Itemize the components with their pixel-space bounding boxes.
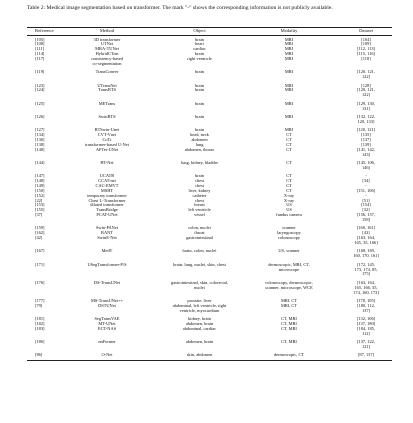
- object-cell: abdominal, cardiac: [182, 325, 217, 331]
- ref-cell: [123]: [35, 82, 45, 88]
- object-cell: brain: [194, 36, 205, 42]
- modality-cell: colonoscopy: [277, 235, 301, 241]
- method-cell: TransConver: [95, 69, 119, 75]
- modality-cell: colonoscopy, dermoscopic, scanner, microscope, WCE: [265, 279, 313, 290]
- dataset-cell: [139]: [361, 141, 371, 147]
- object-cell: head, neck: [190, 131, 209, 137]
- ref-cell: [186]: [35, 338, 45, 344]
- object-cell: breast: [194, 202, 205, 208]
- method-cell: CoTr: [102, 136, 112, 142]
- ref-cell: [37]: [35, 212, 43, 218]
- object-cell: chest: [194, 182, 205, 188]
- dataset-cell: [128]: [361, 82, 371, 88]
- method-cell: Chest L-Transformer: [88, 197, 126, 203]
- ref-cell: [134]: [35, 131, 45, 137]
- dataset-cell: [160, 161]: [356, 225, 376, 231]
- method-cell: PCAT-UNet: [96, 212, 118, 218]
- dataset-cell: [180, 112, 137]: [357, 302, 375, 313]
- ref-cell: [150]: [35, 187, 45, 193]
- dataset-cell: -: [365, 173, 367, 178]
- ref-cell: [177]: [35, 297, 45, 303]
- method-cell: TransBridge: [96, 207, 118, 213]
- modality-cell: CT: [286, 177, 292, 183]
- modality-cell: MRI: [284, 82, 294, 88]
- dataset-cell: [109]: [361, 41, 371, 47]
- modality-cell: CT, MRI: [281, 325, 297, 331]
- ref-cell: [108]: [35, 41, 45, 47]
- ref-cell: [79]: [35, 302, 43, 308]
- ref-cell: [152]: [35, 192, 45, 198]
- ref-cell: [159]: [35, 225, 45, 231]
- dataset-cell: [132, 106]: [356, 315, 376, 321]
- method-cell: TransBTS: [98, 87, 116, 93]
- dataset-cell: [115, 116]: [357, 51, 375, 57]
- modality-cell: CT: [286, 182, 292, 188]
- method-cell: nnFormer: [98, 338, 116, 344]
- dataset-cell: [172, 145, 173, 174, 85, 175]: [354, 261, 378, 277]
- dataset-cell: [137, 122, 121]: [357, 338, 375, 349]
- modality-cell: CT: [286, 141, 292, 147]
- object-cell: left ventricle: [188, 207, 211, 213]
- ref-cell: [149]: [35, 182, 45, 188]
- object-cell: prostate, liver: [187, 297, 212, 303]
- object-cell: abdomen, brain: [185, 320, 214, 326]
- ref-cell: [105]: [35, 36, 45, 42]
- modality-cell: fundus camera: [276, 212, 302, 218]
- method-cell: AFTer-UNet: [95, 146, 119, 152]
- ref-cell: [144]: [35, 159, 45, 165]
- method-cell: ECT-NAS: [97, 325, 117, 331]
- object-cell: brain: [194, 127, 205, 132]
- object-cell: abdomen: [191, 136, 208, 142]
- object-cell: brain: [194, 113, 205, 119]
- method-cell: BTSwin-Unet: [94, 127, 120, 132]
- object-cell: brain: [194, 173, 205, 178]
- dataset-cell: [87, 137]: [357, 352, 375, 358]
- header-modality: Modality: [280, 27, 298, 33]
- dataset-cell: -: [365, 182, 367, 188]
- method-cell: HybridCTrm: [95, 51, 119, 57]
- method-cell: O-Net: [101, 352, 113, 358]
- object-cell: abdomen, brain: [185, 338, 214, 344]
- object-cell: kidney, brain: [188, 315, 211, 321]
- object-cell: chest: [194, 197, 205, 203]
- dataset-cell: [137]: [361, 136, 371, 142]
- method-cell: 3D transformer: [93, 36, 121, 42]
- method-cell: UTransNet: [97, 82, 117, 88]
- dataset-cell: [112, 113]: [357, 46, 375, 52]
- object-cell: vessel: [194, 212, 205, 218]
- object-cell: chest: [194, 177, 205, 183]
- object-cell: brain: [194, 51, 205, 57]
- dataset-cell: [137, 180]: [356, 320, 376, 326]
- header-rule: [27, 35, 392, 36]
- dataset-cell: [120, 121, 122]: [357, 69, 375, 80]
- object-cell: liver, kidney: [188, 187, 211, 193]
- object-cell: brain: [194, 69, 205, 75]
- method-cell: HT-Net: [100, 159, 114, 165]
- method-cell: CAC-EMVT: [95, 182, 119, 188]
- method-cell: DSTUNet: [98, 302, 116, 308]
- dataset-cell: [118]: [361, 56, 371, 62]
- header-object: Object: [193, 27, 206, 33]
- method-cell: SwinBTS: [98, 113, 116, 119]
- modality-cell: CT, MRI: [281, 338, 297, 344]
- modality-cell: CT: [286, 131, 292, 137]
- dataset-cell: [34]: [362, 177, 370, 183]
- dataset-cell: [141, 142, 143]: [357, 146, 375, 157]
- method-cell: MS-TransUNet++: [90, 297, 124, 303]
- ref-cell: [117]: [35, 56, 45, 62]
- table-caption: Table 2: Medical image segmentation based on transformer. The mark "-" shows the corresponding information is not publicly available.: [27, 5, 333, 11]
- method-cell: UCATR: [99, 173, 115, 178]
- dataset-cell: [163, 164, 165, 35, 166]: [354, 235, 378, 246]
- object-cell: right ventricle: [187, 56, 212, 62]
- method-cell: dilated transformer: [90, 202, 124, 208]
- method-cell: consistency-based co-segmentation: [91, 56, 123, 66]
- bottom-rule: [27, 360, 392, 361]
- ref-cell: [171]: [35, 261, 45, 267]
- ref-cell: [124]: [35, 87, 45, 93]
- modality-cell: CT, MRI: [281, 320, 297, 326]
- method-cell: CCAT-net: [98, 177, 116, 183]
- ref-cell: [22]: [35, 197, 43, 203]
- object-cell: brain: [194, 100, 205, 106]
- modality-cell: CT: [286, 136, 292, 142]
- object-cell: heart: [195, 41, 204, 47]
- dataset-cell: [120, 121, 122]: [357, 87, 375, 98]
- method-cell: Swin-PANet: [95, 225, 119, 231]
- modality-cell: MRI: [284, 100, 294, 106]
- dataset-cell: [154]: [361, 202, 371, 208]
- ref-cell: [147]: [35, 173, 45, 178]
- ref-cell: [140]: [35, 146, 45, 152]
- method-cell: MedT: [101, 248, 113, 254]
- ref-cell: [127]: [35, 127, 45, 132]
- ref-cell: [125]: [35, 100, 45, 106]
- modality-cell: CT: [286, 146, 292, 152]
- dataset-cell: [51]: [362, 197, 370, 203]
- dataset-cell: [156, 157, 158]: [357, 212, 375, 223]
- modality-cell: X-ray: [283, 192, 295, 198]
- ref-cell: [176]: [35, 279, 45, 285]
- modality-cell: US, scanner: [278, 248, 300, 254]
- ref-cell: [111]: [35, 46, 45, 52]
- ref-cell: [114]: [35, 51, 45, 57]
- modality-cell: MRI: [284, 87, 294, 93]
- method-cell: transformer-based U-Net: [85, 141, 129, 147]
- modality-cell: MRI: [284, 56, 294, 62]
- object-cell: lung, kidney, bladder: [180, 159, 219, 165]
- ref-cell: [153]: [35, 202, 45, 208]
- dataset-cell: -: [365, 192, 367, 198]
- modality-cell: dermoscopic, CT: [273, 352, 305, 358]
- object-cell: brain, colon, nuclei: [182, 248, 217, 254]
- ref-cell: [155]: [35, 207, 45, 213]
- dataset-cell: [145, 106, 146]: [357, 159, 375, 170]
- object-cell: skin, abdomen: [186, 352, 213, 358]
- dataset-cell: [135]: [361, 131, 371, 137]
- modality-cell: CT: [286, 159, 292, 165]
- object-cell: brain, lung, nuclei, skin, chest: [173, 261, 226, 267]
- modality-cell: MRI: [284, 69, 294, 75]
- object-cell: gastrointestinal, skin, colorectal, nuclei: [171, 279, 228, 290]
- dataset-cell: [32]: [362, 207, 370, 213]
- ref-cell: [167]: [35, 248, 45, 254]
- header-method: Method: [99, 27, 115, 33]
- ref-cell: [183]: [35, 325, 45, 331]
- dataset-cell: [151, 106]: [356, 187, 376, 193]
- dataset-cell: [120, 121]: [356, 127, 376, 132]
- object-cell: gastrointestinal: [186, 235, 213, 241]
- modality-cell: MRI: [284, 51, 294, 57]
- method-cell: SwinE-Net: [97, 235, 117, 241]
- modality-cell: MRI, CT: [280, 297, 298, 303]
- method-cell: MRA-TUNet: [95, 46, 119, 52]
- ref-cell: [181]: [35, 315, 45, 321]
- object-cell: abdomen, thorax: [184, 146, 215, 152]
- ref-cell: [162]: [35, 230, 45, 236]
- modality-cell: CT: [286, 173, 292, 178]
- modality-cell: MRI, CT: [280, 302, 298, 308]
- ref-cell: [138]: [35, 141, 45, 147]
- object-cell: catheter: [192, 192, 207, 198]
- method-cell: temporary transformer: [87, 192, 127, 198]
- dataset-cell: [132, 122, 120, 133]: [357, 113, 375, 124]
- object-cell: lung: [195, 141, 204, 147]
- object-cell: throat: [194, 230, 205, 236]
- modality-cell: CT, MRI: [281, 315, 297, 321]
- ref-cell: [182]: [35, 320, 45, 326]
- dataset-cell: [43]: [362, 230, 370, 236]
- ref-cell: [126]: [35, 113, 45, 119]
- method-cell: MT-UNet: [98, 320, 116, 326]
- object-cell: brain: [194, 82, 205, 88]
- modality-cell: MRI: [284, 46, 294, 52]
- modality-cell: US: [286, 207, 292, 213]
- object-cell: cardiac: [193, 46, 206, 52]
- method-cell: MSHT: [100, 187, 114, 193]
- modality-cell: dermoscopic, MRI, CT, microscope: [268, 261, 310, 272]
- ref-cell: [148]: [35, 177, 45, 183]
- modality-cell: CT: [286, 187, 292, 193]
- dataset-cell: [129, 130, 131]: [357, 100, 375, 111]
- modality-cell: MRI: [284, 127, 294, 132]
- method-cell: CVT-Vnet: [97, 131, 117, 137]
- modality-cell: scanner: [282, 225, 296, 231]
- dataset-cell: [163, 164, 165, 166, 35, 174, 160, 173]: [353, 279, 379, 295]
- object-cell: abdominal, left ventricle, right ventricle, myocardium: [172, 302, 227, 313]
- method-cell: METrans: [98, 100, 116, 106]
- object-cell: colon, nuclei: [188, 225, 211, 231]
- modality-cell: laryngoscopy: [277, 230, 301, 236]
- dataset-cell: [104]: [361, 36, 371, 42]
- method-cell: SegTransVAE: [94, 315, 120, 321]
- method-cell: UTNet: [100, 41, 114, 47]
- modality-cell: X-ray: [283, 197, 295, 203]
- method-cell: RANT: [101, 230, 113, 236]
- modality-cell: MRI: [284, 113, 294, 119]
- ref-cell: [86]: [35, 352, 43, 358]
- dataset-cell: [168, 169, 160, 170, 161]: [353, 248, 379, 259]
- modality-cell: MRI: [284, 36, 294, 42]
- header-reference: Reference: [35, 27, 54, 33]
- dataset-cell: [184, 185, 112]: [357, 325, 375, 336]
- method-cell: USegTransformer-P/S: [87, 261, 127, 267]
- ref-cell: [119]: [35, 69, 45, 75]
- modality-cell: US: [286, 202, 292, 208]
- method-cell: DS-TransUNet: [93, 279, 121, 285]
- modality-cell: MRI: [284, 41, 294, 47]
- ref-cell: [42]: [35, 235, 43, 241]
- header-dataset: Dataset: [359, 27, 373, 33]
- object-cell: brain: [194, 87, 205, 93]
- dataset-cell: [178, 105]: [356, 297, 376, 303]
- ref-cell: [136]: [35, 136, 45, 142]
